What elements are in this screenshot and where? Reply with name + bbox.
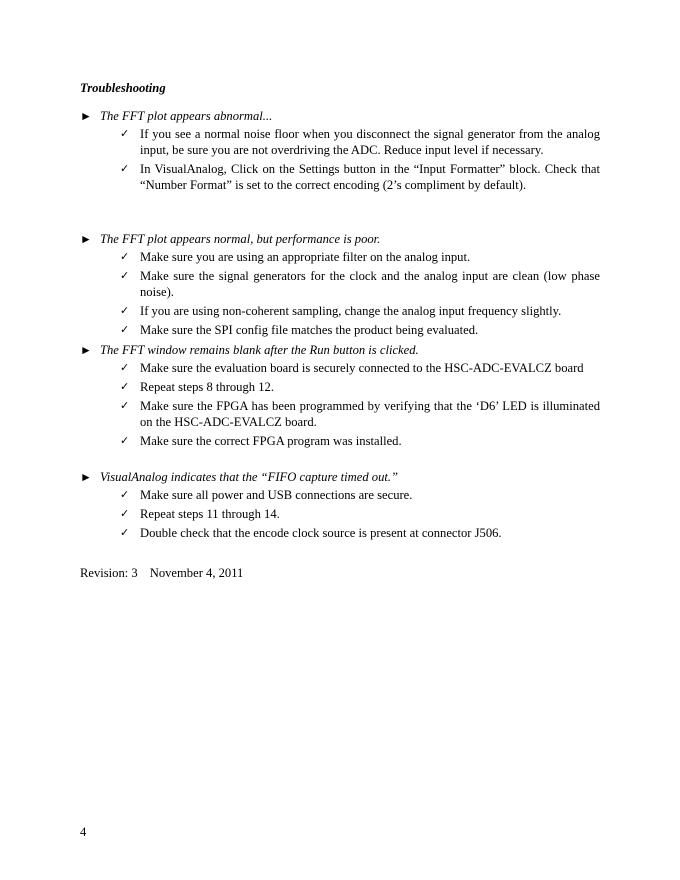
checkmark-icon: ✓ bbox=[120, 162, 130, 175]
troubleshooting-topic-poor-performance bbox=[80, 231, 600, 341]
list-item-text: If you are using non-coherent sampling, change the analog input frequency slightly. bbox=[140, 304, 562, 318]
list-item-text: Make sure the correct FPGA program was installed. bbox=[140, 434, 402, 448]
arrow-bullet-icon: ► bbox=[80, 109, 92, 123]
list-item-text: Double check that the encode clock source is present at connector J506. bbox=[140, 526, 502, 540]
list-item-text: Make sure you are using an appropriate filter on the analog input. bbox=[140, 250, 471, 264]
topic-title bbox=[80, 108, 600, 126]
topic-title bbox=[80, 469, 600, 487]
list-item bbox=[80, 360, 600, 376]
checkmark-icon: ✓ bbox=[120, 127, 130, 140]
topic-item-list bbox=[80, 487, 600, 541]
revision-line bbox=[80, 565, 243, 581]
list-item-text: Repeat steps 11 through 14. bbox=[140, 507, 280, 521]
checkmark-icon: ✓ bbox=[120, 323, 130, 336]
revision-date: November 4, 2011 bbox=[149, 566, 244, 580]
list-item bbox=[80, 525, 600, 541]
list-item-text: Repeat steps 8 through 12. bbox=[140, 380, 274, 394]
list-item bbox=[80, 126, 600, 158]
topic-item-list bbox=[80, 126, 600, 193]
troubleshooting-topic-fifo-timeout bbox=[80, 469, 600, 544]
topic-title-text: The FFT window remains blank after the Run button is clicked. bbox=[100, 343, 419, 357]
list-item bbox=[80, 379, 600, 395]
topic-item-list bbox=[80, 360, 600, 449]
checkmark-icon: ✓ bbox=[120, 526, 130, 539]
list-item bbox=[80, 161, 600, 193]
list-item-text: If you see a normal noise floor when you disconnect the signal generator from the analog input, be sure you are not overdriving the ADC. Reduce input level if necessary. bbox=[140, 127, 600, 157]
list-item-text: Make sure all power and USB connections are secure. bbox=[140, 488, 413, 502]
arrow-bullet-icon: ► bbox=[80, 470, 92, 484]
list-item-text: In VisualAnalog, Click on the Settings button in the “Input Formatter” block. Check that “Number Format” is set to the correct encoding (2’s compliment by default). bbox=[140, 162, 600, 192]
list-item bbox=[80, 398, 600, 430]
list-item-text: Make sure the SPI config file matches the product being evaluated. bbox=[140, 323, 479, 337]
list-item bbox=[80, 268, 600, 300]
list-item bbox=[80, 322, 600, 338]
list-item bbox=[80, 487, 600, 503]
list-item bbox=[80, 249, 600, 265]
troubleshooting-topic-fft-abnormal bbox=[80, 108, 600, 196]
checkmark-icon: ✓ bbox=[120, 250, 130, 263]
revision-number: Revision: 3 bbox=[80, 566, 138, 580]
checkmark-icon: ✓ bbox=[120, 488, 130, 501]
topic-title-text: VisualAnalog indicates that the “FIFO capture timed out.” bbox=[100, 470, 399, 484]
list-item-text: Make sure the signal generators for the clock and the analog input are clean (low phase noise). bbox=[140, 269, 600, 299]
list-item-text: Make sure the FPGA has been programmed by verifying that the ‘D6’ LED is illuminated on the HSC-ADC-EVALCZ board. bbox=[140, 399, 600, 429]
arrow-bullet-icon: ► bbox=[80, 343, 92, 357]
checkmark-icon: ✓ bbox=[120, 399, 130, 412]
checkmark-icon: ✓ bbox=[120, 507, 130, 520]
page-number: 4 bbox=[80, 825, 87, 839]
topic-title-text: The FFT plot appears abnormal... bbox=[100, 109, 273, 123]
topic-title bbox=[80, 342, 600, 360]
topic-title-text: The FFT plot appears normal, but performance is poor. bbox=[100, 232, 381, 246]
troubleshooting-topic-blank-window bbox=[80, 342, 600, 452]
topic-title bbox=[80, 231, 600, 249]
checkmark-icon: ✓ bbox=[120, 269, 130, 282]
section-heading: Troubleshooting bbox=[80, 81, 166, 95]
checkmark-icon: ✓ bbox=[120, 380, 130, 393]
list-item bbox=[80, 433, 600, 449]
checkmark-icon: ✓ bbox=[120, 361, 130, 374]
list-item bbox=[80, 303, 600, 319]
arrow-bullet-icon: ► bbox=[80, 232, 92, 246]
list-item-text: Make sure the evaluation board is securely connected to the HSC-ADC-EVALCZ board bbox=[140, 361, 584, 375]
list-item bbox=[80, 506, 600, 522]
checkmark-icon: ✓ bbox=[120, 434, 130, 447]
checkmark-icon: ✓ bbox=[120, 304, 130, 317]
topic-item-list bbox=[80, 249, 600, 338]
